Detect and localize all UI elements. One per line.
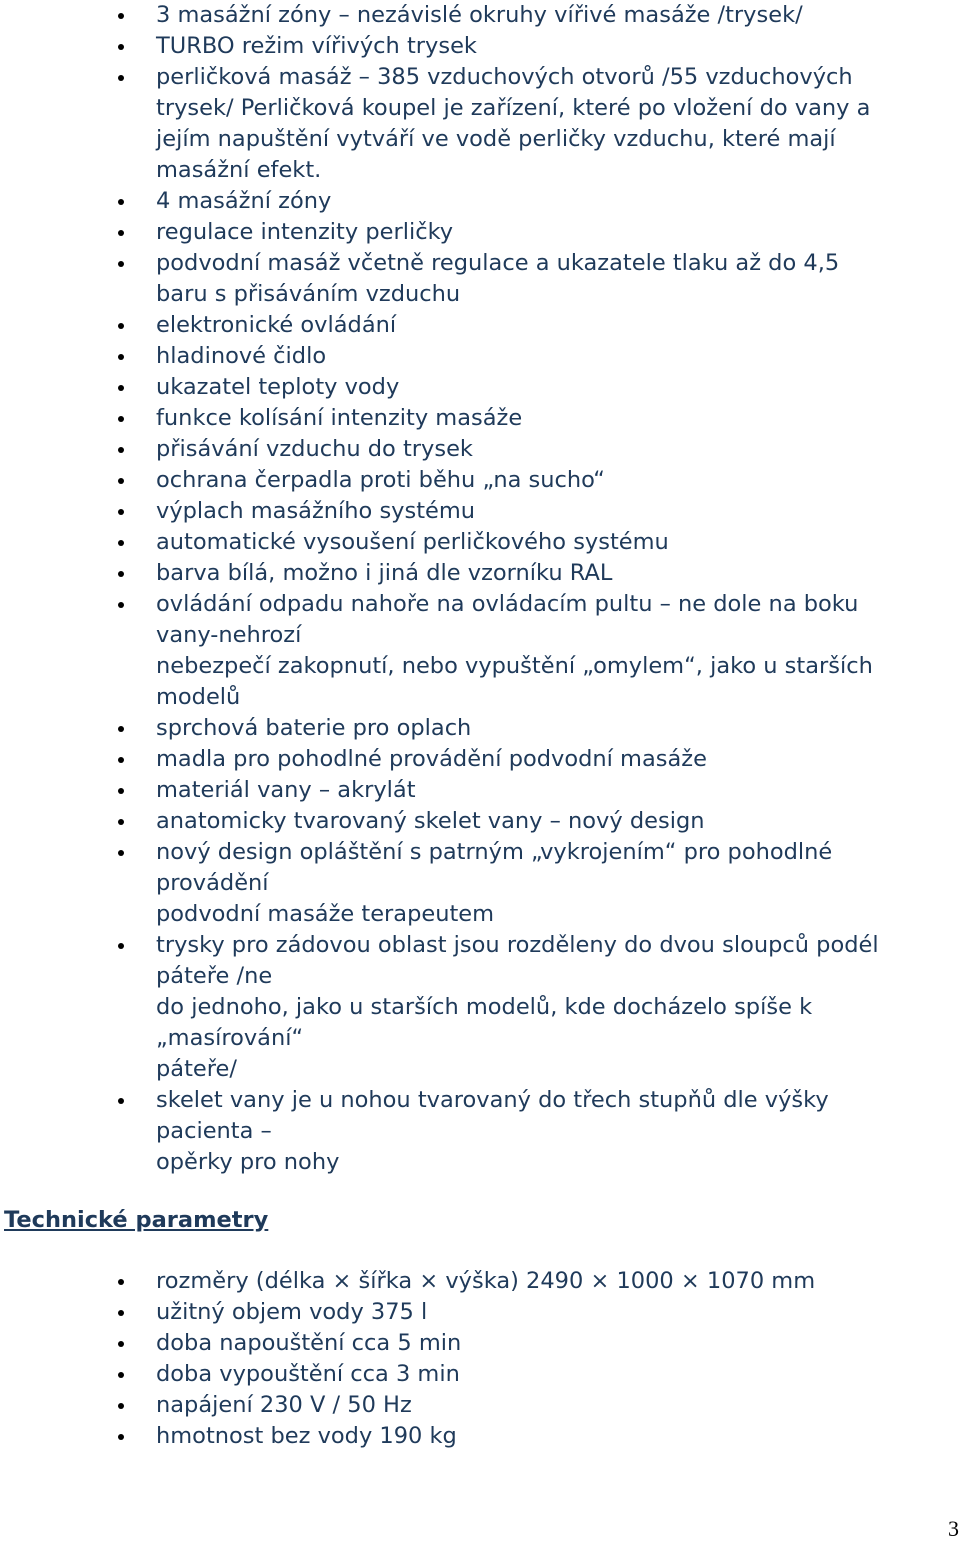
list-item xyxy=(0,713,960,744)
list-item-text: madla pro pohodlné provádění podvodní masáže xyxy=(156,746,707,772)
list-item-text: perličková masáž – 385 vzduchových otvorů /55 vzduchových xyxy=(156,64,853,90)
list-item-text: barva bílá, možno i jiná dle vzorníku RAL xyxy=(156,560,613,586)
list-item-text: užitný objem vody 375 l xyxy=(156,1299,428,1325)
bullet-icon xyxy=(118,602,124,608)
bullet-icon xyxy=(118,44,124,50)
list-item-text: 3 masážní zóny – nezávislé okruhy vířivé masáže /trysek/ xyxy=(156,2,803,28)
bullet-icon xyxy=(118,416,124,422)
bullet-icon xyxy=(118,571,124,577)
list-item-text: sprchová baterie pro oplach xyxy=(156,715,472,741)
bullet-icon xyxy=(118,1434,124,1440)
bullet-icon xyxy=(118,478,124,484)
bullet-icon xyxy=(118,1310,124,1316)
list-item-text: materiál vany – akrylát xyxy=(156,777,416,803)
bullet-icon xyxy=(118,1279,124,1285)
bullet-icon xyxy=(118,261,124,267)
list-item-text: baru s přisáváním vzduchu xyxy=(156,281,461,307)
bullet-icon xyxy=(118,354,124,360)
list-item xyxy=(0,1297,960,1328)
bullet-icon xyxy=(118,230,124,236)
list-item-text: hladinové čidlo xyxy=(156,343,327,369)
list-item-text: ovládání odpadu nahoře na ovládacím pultu – ne dole na boku xyxy=(156,591,859,617)
bullet-icon xyxy=(118,788,124,794)
list-item xyxy=(0,496,960,527)
list-item-text: doba napouštění cca 5 min xyxy=(156,1330,462,1356)
list-item xyxy=(0,775,960,806)
bullet-icon xyxy=(118,850,124,856)
bullet-icon xyxy=(118,75,124,81)
list-item-text: ukazatel teploty vody xyxy=(156,374,400,400)
list-item xyxy=(0,1421,960,1452)
list-item xyxy=(0,465,960,496)
bullet-icon xyxy=(118,385,124,391)
list-item-text: opěrky pro nohy xyxy=(156,1149,340,1175)
list-item-text: páteře/ xyxy=(156,1056,237,1082)
list-item xyxy=(0,1359,960,1390)
list-item-text: podvodní masáž včetně regulace a ukazatele tlaku až do 4,5 xyxy=(156,250,840,276)
list-item xyxy=(0,1328,960,1359)
list-item-text: nebezpečí zakopnutí, nebo vypuštění „omylem“, jako u starších xyxy=(156,653,873,679)
list-item-text: jejím napuštění vytváří ve vodě perličky vzduchu, které mají xyxy=(156,126,836,152)
list-item-text: trysky pro zádovou oblast jsou rozděleny do dvou sloupců podél xyxy=(156,932,879,958)
list-item xyxy=(0,248,960,310)
bullet-icon xyxy=(118,323,124,329)
list-item xyxy=(0,558,960,589)
list-item xyxy=(0,341,960,372)
list-item xyxy=(0,930,960,1085)
bullet-icon xyxy=(118,757,124,763)
bullet-icon xyxy=(118,447,124,453)
list-item-text: do jednoho, jako u starších modelů, kde docházelo spíše k xyxy=(156,994,813,1020)
bullet-icon xyxy=(118,199,124,205)
technical-parameters-list xyxy=(0,1266,960,1452)
list-item-text: podvodní masáže terapeutem xyxy=(156,901,495,927)
list-item-text: rozměry (délka × šířka × výška) 2490 × 1000 × 1070 mm xyxy=(156,1268,816,1294)
bullet-icon xyxy=(118,509,124,515)
list-item-text: výplach masážního systému xyxy=(156,498,476,524)
list-item xyxy=(0,372,960,403)
bullet-icon xyxy=(118,819,124,825)
list-item-text: automatické vysoušení perličkového systému xyxy=(156,529,669,555)
bullet-icon xyxy=(118,540,124,546)
list-item-text: elektronické ovládání xyxy=(156,312,397,338)
list-item xyxy=(0,186,960,217)
list-item xyxy=(0,1085,960,1178)
list-item xyxy=(0,217,960,248)
list-item xyxy=(0,1266,960,1297)
section-heading: Technické parametry xyxy=(4,1207,269,1233)
list-item-text: 4 masážní zóny xyxy=(156,188,332,214)
list-item xyxy=(0,837,960,930)
page-number: 3 xyxy=(948,1516,959,1541)
list-item-text: masážní efekt. xyxy=(156,157,322,183)
bullet-icon xyxy=(118,1341,124,1347)
list-item-text: vany-nehrozí xyxy=(156,622,302,648)
list-item-text: nový design opláštění s patrným „vykrojením“ pro pohodlné xyxy=(156,839,833,865)
list-item-text: modelů xyxy=(156,684,241,710)
list-item xyxy=(0,403,960,434)
list-item-text: hmotnost bez vody 190 kg xyxy=(156,1423,457,1449)
list-item xyxy=(0,744,960,775)
list-item xyxy=(0,0,960,31)
bullet-icon xyxy=(118,13,124,19)
list-item-text: přisávání vzduchu do trysek xyxy=(156,436,473,462)
list-item xyxy=(0,1390,960,1421)
bullet-icon xyxy=(118,726,124,732)
list-item-text: TURBO režim vířivých trysek xyxy=(156,33,477,59)
list-item-text: ochrana čerpadla proti běhu „na sucho“ xyxy=(156,467,605,493)
list-item xyxy=(0,434,960,465)
list-item xyxy=(0,527,960,558)
list-item xyxy=(0,589,960,713)
list-item-text: provádění xyxy=(156,870,269,896)
list-item-text: páteře /ne xyxy=(156,963,273,989)
list-item-text: anatomicky tvarovaný skelet vany – nový design xyxy=(156,808,705,834)
list-item xyxy=(0,62,960,186)
bullet-icon xyxy=(118,1372,124,1378)
list-item xyxy=(0,310,960,341)
list-item-text: pacienta – xyxy=(156,1118,272,1144)
bullet-icon xyxy=(118,1403,124,1409)
list-item-text: skelet vany je u nohou tvarovaný do třech stupňů dle výšky xyxy=(156,1087,829,1113)
bullet-icon xyxy=(118,1098,124,1104)
list-item xyxy=(0,31,960,62)
list-item-text: trysek/ Perličková koupel je zařízení, které po vložení do vany a xyxy=(156,95,871,121)
list-item-text: „masírování“ xyxy=(156,1025,304,1051)
list-item-text: regulace intenzity perličky xyxy=(156,219,454,245)
list-item-text: napájení 230 V / 50 Hz xyxy=(156,1392,412,1418)
list-item-text: funkce kolísání intenzity masáže xyxy=(156,405,523,431)
list-item xyxy=(0,806,960,837)
list-item-text: doba vypouštění cca 3 min xyxy=(156,1361,460,1387)
bullet-icon xyxy=(118,943,124,949)
